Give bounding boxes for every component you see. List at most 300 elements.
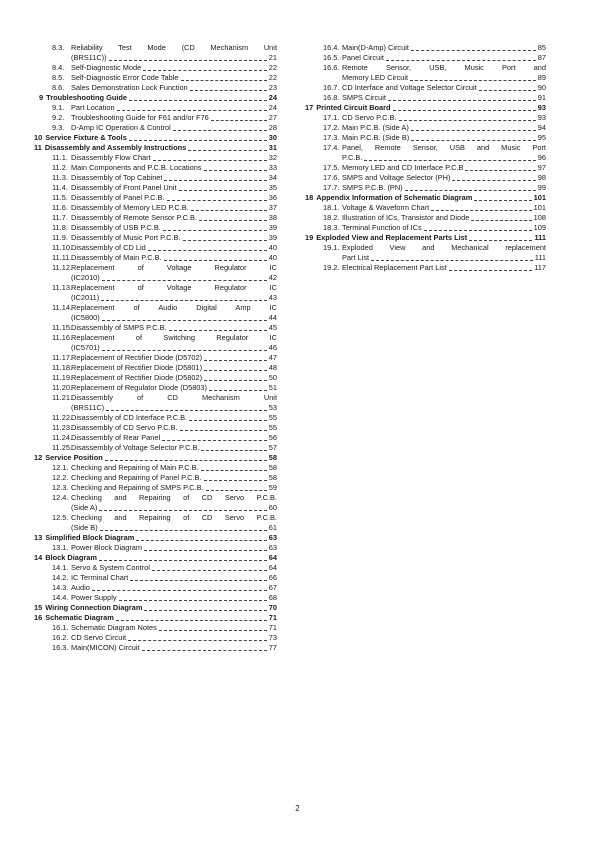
toc-entry-page: 61 (268, 523, 277, 532)
toc-entry[interactable] (34, 463, 277, 473)
dot-leader (102, 349, 267, 351)
toc-entry-page: 53 (268, 403, 277, 412)
dot-leader (152, 569, 267, 571)
toc-entry-page: 48 (268, 363, 277, 372)
dot-leader (109, 59, 267, 61)
toc-entry-page: 58 (268, 453, 277, 462)
toc-entry-title: Replacement of Regulator Diode (D5803) (71, 383, 207, 392)
toc-entry-page: 111 (534, 253, 546, 262)
toc-entry-number: 18 (305, 193, 314, 202)
toc-entry[interactable] (34, 543, 277, 553)
toc-entry[interactable] (34, 643, 277, 653)
toc-entry[interactable] (34, 483, 277, 493)
toc-entry-page: 58 (268, 473, 277, 482)
dot-leader (100, 529, 267, 531)
dot-leader (105, 459, 267, 461)
toc-entry-page: 55 (268, 423, 277, 432)
toc-entry-page: 35 (268, 183, 277, 192)
toc-entry[interactable] (34, 203, 277, 213)
toc-entry[interactable] (34, 43, 277, 63)
dot-leader (206, 489, 267, 491)
toc-entry[interactable] (305, 113, 546, 123)
toc-entry-title: Remote Sensor, USB, Music Port and (342, 63, 546, 72)
toc-entry-page: 34 (268, 173, 277, 182)
toc-entry-title: Replacement of Rectifier Diode (D5702) (71, 353, 203, 362)
toc-entry-number: 14.1. (52, 563, 69, 572)
dot-leader (129, 99, 267, 101)
toc-entry-page: 71 (268, 613, 277, 622)
toc-entry[interactable] (34, 153, 277, 163)
toc-right-column (305, 43, 546, 273)
toc-section[interactable] (34, 93, 277, 103)
toc-entry[interactable] (34, 393, 277, 413)
toc-entry-page: 57 (268, 443, 277, 452)
toc-entry-title: Troubleshooting Guide (46, 93, 128, 102)
dot-leader (116, 619, 267, 621)
toc-entry-number: 11.19. (52, 373, 72, 382)
toc-entry-page: 37 (268, 203, 277, 212)
toc-entry-page: 71 (268, 623, 277, 632)
toc-entry-title: Exploded View and Mechanical replacement (342, 243, 546, 252)
toc-entry-page: 89 (537, 73, 546, 82)
dot-leader (405, 189, 536, 191)
toc-entry[interactable] (34, 593, 277, 603)
toc-section[interactable] (34, 603, 277, 613)
toc-entry[interactable] (34, 423, 277, 433)
toc-section[interactable] (34, 553, 277, 563)
dot-leader (167, 199, 267, 201)
toc-entry-title-continued: (IC5800) (71, 313, 100, 322)
toc-entry[interactable] (34, 373, 277, 383)
toc-entry-number: 16.4. (323, 43, 340, 52)
toc-entry-number: 12.1. (52, 463, 69, 472)
toc-entry-number: 19 (305, 233, 314, 242)
toc-entry-page: 96 (537, 153, 546, 162)
dot-leader (469, 239, 532, 241)
toc-entry-title-continued: Memory LED Circuit (342, 73, 409, 82)
toc-entry-title: Servo & System Control (71, 563, 150, 572)
toc-entry-page: 46 (268, 343, 277, 352)
toc-entry-number: 9 (39, 93, 44, 102)
toc-entry[interactable] (34, 573, 277, 583)
dot-leader (190, 89, 267, 91)
toc-entry-page: 45 (268, 323, 277, 332)
toc-entry-page: 101 (533, 203, 546, 212)
toc-entry[interactable] (305, 133, 546, 143)
toc-entry-page: 108 (533, 213, 546, 222)
toc-entry-page: 109 (533, 223, 546, 232)
toc-section[interactable] (305, 103, 546, 113)
toc-entry-title: SMPS P.C.B. (PN) (342, 183, 403, 192)
toc-entry-page: 95 (537, 133, 546, 142)
toc-entry-page: 39 (268, 223, 277, 232)
toc-section[interactable] (34, 133, 277, 143)
toc-entry[interactable] (34, 73, 277, 83)
toc-entry[interactable] (34, 513, 277, 533)
toc-entry[interactable] (34, 303, 277, 323)
toc-entry[interactable] (305, 123, 546, 133)
dot-leader (169, 329, 267, 331)
toc-entry-number: 11.18. (52, 363, 72, 372)
toc-entry-title: Checking and Repairing of CD Servo P.C.B. (71, 513, 277, 522)
toc-entry-page: 59 (268, 483, 277, 492)
toc-entry-title: Disassembly of CD Servo P.C.B. (71, 423, 178, 432)
toc-entry-page: 50 (268, 373, 277, 382)
toc-entry[interactable] (34, 563, 277, 573)
dot-leader (183, 239, 267, 241)
toc-entry-page: 64 (268, 553, 277, 562)
dot-leader (388, 99, 536, 101)
toc-entry-number: 16 (34, 613, 43, 622)
toc-entry[interactable] (34, 83, 277, 93)
toc-entry[interactable] (305, 143, 546, 163)
toc-entry-title: Disassembly of CD Interface P.C.B. (71, 413, 188, 422)
dot-leader (119, 599, 267, 601)
dot-leader (386, 59, 536, 61)
dot-leader (130, 579, 266, 581)
toc-entry-page: 85 (537, 43, 546, 52)
toc-left-column (34, 43, 277, 653)
toc-entry-title: SMPS and Voltage Selector (PH) (342, 173, 451, 182)
dot-leader (128, 639, 267, 641)
toc-entry-title: Checking and Repairing of SMPS P.C.B. (71, 483, 204, 492)
toc-entry[interactable] (34, 193, 277, 203)
toc-entry-title-continued: (BRS11C) (71, 403, 105, 412)
toc-entry[interactable] (34, 443, 277, 453)
toc-entry-number: 11.13. (52, 283, 72, 292)
dot-leader (102, 279, 267, 281)
toc-entry-page: 38 (268, 213, 277, 222)
dot-leader (129, 139, 267, 141)
toc-entry-title: Simplified Block Diagram (45, 533, 135, 542)
toc-entry-title: Main(MICON) Circuit (71, 643, 140, 652)
toc-entry-title: Panel, Remote Sensor, USB and Music Port (342, 143, 546, 152)
dot-leader (431, 209, 531, 211)
toc-entry-title: Disassembly of Memory LED P.C.B. (71, 203, 189, 212)
dot-leader (180, 429, 267, 431)
toc-entry-number: 18.3. (323, 223, 340, 232)
toc-entry[interactable] (34, 263, 277, 283)
toc-entry[interactable] (305, 83, 546, 93)
toc-entry[interactable] (34, 323, 277, 333)
toc-entry-number: 12.3. (52, 483, 69, 492)
toc-entry-title: CD Servo Circuit (71, 633, 127, 642)
toc-entry-title-continued: Part List (342, 253, 370, 262)
dot-leader (479, 89, 536, 91)
dot-leader (153, 159, 267, 161)
toc-entry-number: 11 (34, 143, 42, 152)
dot-leader (209, 389, 267, 391)
toc-entry[interactable] (34, 63, 277, 73)
dot-leader (99, 509, 266, 511)
toc-entry[interactable] (34, 583, 277, 593)
toc-entry-page: 40 (268, 253, 277, 262)
toc-entry-title: Wiring Connection Diagram (45, 603, 143, 612)
toc-entry-page: 40 (268, 243, 277, 252)
toc-entry-number: 17.2. (323, 123, 340, 132)
toc-entry[interactable] (34, 123, 277, 133)
dot-leader (399, 119, 536, 121)
toc-section[interactable] (34, 453, 277, 463)
toc-entry[interactable] (305, 93, 546, 103)
toc-entry-title-continued: (IC2010) (71, 273, 100, 282)
toc-entry-title: Self-Diagnostic Error Code Table (71, 73, 179, 82)
dot-leader (449, 269, 532, 271)
toc-entry-page: 30 (268, 133, 277, 142)
toc-entry-page: 33 (268, 163, 277, 172)
toc-section[interactable] (34, 613, 277, 623)
toc-entry-page: 90 (537, 83, 546, 92)
dot-leader (99, 559, 267, 561)
toc-entry-page: 44 (268, 313, 277, 322)
toc-entry-title: Printed Circuit Board (316, 103, 391, 112)
toc-entry-number: 12 (34, 453, 43, 462)
toc-entry-page: 23 (268, 83, 277, 92)
toc-entry-number: 14.3. (52, 583, 69, 592)
toc-entry-number: 11.17. (52, 353, 72, 362)
toc-entry-title: Audio (71, 583, 90, 592)
toc-entry-page: 63 (268, 533, 277, 542)
toc-entry-title: Voltage & Waveform Chart (342, 203, 430, 212)
toc-entry[interactable] (305, 223, 546, 233)
toc-entry-page: 60 (268, 503, 277, 512)
toc-entry[interactable] (305, 183, 546, 193)
toc-entry-title: Checking and Repairing of CD Servo P.C.B. (71, 493, 277, 502)
toc-section[interactable] (305, 193, 546, 203)
toc-entry-number: 16.8. (323, 93, 340, 102)
toc-entry[interactable] (305, 163, 546, 173)
toc-entry[interactable] (305, 63, 546, 83)
toc-entry-number: 11.2. (52, 163, 68, 172)
toc-entry-number: 8.5. (52, 73, 65, 82)
toc-entry[interactable] (34, 413, 277, 423)
dot-leader (411, 49, 536, 51)
dot-leader (144, 609, 266, 611)
toc-entry[interactable] (305, 53, 546, 63)
toc-entry-title: Disassembly of Music Port P.C.B. (71, 233, 181, 242)
dot-leader (173, 129, 267, 131)
toc-entry[interactable] (34, 213, 277, 223)
toc-entry-page: 27 (268, 113, 277, 122)
toc-entry-title: Panel Circuit (342, 53, 384, 62)
toc-entry-title: Checking and Repairing of Panel P.C.B. (71, 473, 202, 482)
toc-entry-title: Replacement of Rectifier Diode (D5801) (71, 363, 203, 372)
toc-entry-title-continued: P.C.B. (342, 153, 363, 162)
toc-entry-number: 17.6. (323, 173, 340, 182)
toc-entry-page: 47 (268, 353, 277, 362)
toc-section[interactable] (305, 233, 546, 243)
dot-leader (204, 369, 267, 371)
toc-entry-number: 14 (34, 553, 43, 562)
toc-entry-number: 11.20. (52, 383, 72, 392)
toc-entry-number: 16.3. (52, 643, 69, 652)
toc-entry-page: 32 (268, 153, 277, 162)
toc-entry-title: Disassembly of CD Mechanism Unit (71, 393, 277, 402)
toc-entry-title-continued: (Side A) (71, 503, 98, 512)
toc-entry-page: 117 (534, 263, 546, 272)
toc-entry-number: 11.24. (52, 433, 72, 442)
toc-entry-number: 17.5. (323, 163, 340, 172)
toc-entry-title: Replacement of Rectifier Diode (D5802) (71, 373, 203, 382)
toc-entry[interactable] (34, 113, 277, 123)
toc-entry-title: Disassembly Flow Chart (71, 153, 151, 162)
toc-entry-title: Schematic Diagram Notes (71, 623, 157, 632)
toc-entry-number: 17 (305, 103, 314, 112)
toc-entry[interactable] (34, 103, 277, 113)
toc-entry-number: 17.7. (323, 183, 340, 192)
toc-entry[interactable] (34, 493, 277, 513)
toc-entry-title: Disassembly of Voltage Selector P.C.B. (71, 443, 200, 452)
toc-entry-number: 11.4. (52, 183, 68, 192)
toc-entry[interactable] (34, 233, 277, 243)
toc-entry[interactable] (34, 633, 277, 643)
toc-entry-title: Service Position (45, 453, 103, 462)
dot-leader (189, 419, 267, 421)
toc-entry[interactable] (34, 623, 277, 633)
toc-entry[interactable] (34, 353, 277, 363)
toc-entry[interactable] (305, 203, 546, 213)
toc-entry[interactable] (305, 43, 546, 53)
toc-entry-number: 12.5. (52, 513, 69, 522)
toc-entry-title: Appendix Information of Schematic Diagram (316, 193, 473, 202)
toc-entry-title: Schematic Diagram (45, 613, 114, 622)
toc-entry-title: Disassembly of Remote Sensor P.C.B. (71, 213, 197, 222)
toc-entry[interactable] (34, 383, 277, 393)
dot-leader (136, 539, 266, 541)
toc-entry-number: 17.4. (323, 143, 340, 152)
toc-entry[interactable] (34, 433, 277, 443)
toc-entry-title: Power Block Diagram (71, 543, 143, 552)
toc-entry-title: Main P.C.B. (Side A) (342, 123, 409, 132)
toc-entry-title: Disassembly of Main P.C.B. (71, 253, 162, 262)
toc-section[interactable] (34, 533, 277, 543)
toc-entry[interactable] (305, 173, 546, 183)
toc-entry-page: 31 (268, 143, 277, 152)
toc-entry-title: IC Terminal Chart (71, 573, 129, 582)
toc-entry-title: Reliability Test Mode (CD Mechanism Unit (71, 43, 277, 52)
toc-entry-number: 14.4. (52, 593, 69, 602)
toc-entry[interactable] (34, 473, 277, 483)
dot-leader (204, 169, 267, 171)
toc-entry-page: 22 (268, 63, 277, 72)
dot-leader (117, 109, 267, 111)
toc-entry-page: 93 (537, 103, 546, 112)
toc-entry-title: Disassembly of SMPS P.C.B. (71, 323, 167, 332)
toc-entry-title: Disassembly of Rear Panel (71, 433, 161, 442)
dot-leader (181, 79, 267, 81)
toc-entry-page: 51 (268, 383, 277, 392)
toc-entry-number: 11.14. (52, 303, 72, 312)
toc-entry[interactable] (305, 243, 546, 263)
toc-entry-page: 98 (537, 173, 546, 182)
toc-entry-number: 18.1. (323, 203, 340, 212)
toc-entry-title: Self-Diagnostic Mode (71, 63, 142, 72)
toc-entry[interactable] (305, 213, 546, 223)
toc-entry-title: Main P.C.B. (Side B) (342, 133, 410, 142)
toc-entry-title: Checking and Repairing of Main P.C.B. (71, 463, 199, 472)
toc-entry-page: 22 (268, 73, 277, 82)
dot-leader (201, 469, 267, 471)
toc-entry-page: 28 (268, 123, 277, 132)
toc-entry[interactable] (34, 333, 277, 353)
toc-entry[interactable] (34, 363, 277, 373)
toc-entry-title: Troubleshooting Guide for F61 and/or F76 (71, 113, 209, 122)
dot-leader (163, 229, 267, 231)
toc-entry-page: 68 (268, 593, 277, 602)
toc-entry-number: 11.12. (52, 263, 72, 272)
toc-entry-title: D-Amp IC Operation & Control (71, 123, 171, 132)
toc-entry-title: Exploded View and Replacement Parts List (316, 233, 468, 242)
toc-entry-title: Illustration of ICs, Transistor and Diode (342, 213, 470, 222)
toc-entry[interactable] (34, 243, 277, 253)
dot-leader (148, 249, 267, 251)
toc-entry-number: 11.9. (52, 233, 68, 242)
toc-entry-page: 24 (268, 103, 277, 112)
toc-section[interactable] (34, 143, 277, 153)
toc-entry[interactable] (34, 183, 277, 193)
dot-leader (410, 79, 536, 81)
toc-entry-page: 70 (268, 603, 277, 612)
toc-entry-number: 11.15. (52, 323, 72, 332)
toc-entry-number: 11.25. (52, 443, 72, 452)
toc-entry[interactable] (34, 173, 277, 183)
toc-entry-page: 56 (268, 433, 277, 442)
toc-entry-number: 11.23. (52, 423, 72, 432)
toc-entry[interactable] (34, 163, 277, 173)
toc-entry-number: 11.8. (52, 223, 68, 232)
toc-entry-title: Replacement of Audio Digital Amp IC (71, 303, 277, 312)
toc-entry-number: 16.1. (52, 623, 69, 632)
toc-entry-page: 64 (268, 563, 277, 572)
toc-entry-title: Replacement of Voltage Regulator IC (71, 263, 277, 272)
toc-entry-number: 11.11. (52, 253, 72, 262)
toc-entry-title-continued: (IC5701) (71, 343, 100, 352)
toc-entry-number: 14.2. (52, 573, 69, 582)
toc-entry-title: Electrical Replacement Part List (342, 263, 447, 272)
dot-leader (102, 319, 267, 321)
dot-leader (211, 119, 267, 121)
dot-leader (411, 129, 536, 131)
toc-entry[interactable] (34, 253, 277, 263)
dot-leader (364, 159, 535, 161)
toc-entry-page: 63 (268, 543, 277, 552)
dot-leader (201, 449, 266, 451)
toc-entry-number: 17.3. (323, 133, 340, 142)
toc-entry-page: 42 (268, 273, 277, 282)
toc-entry-title: Disassembly of CD Lid (71, 243, 146, 252)
toc-entry-number: 11.21. (52, 393, 72, 402)
toc-entry-number: 12.2. (52, 473, 69, 482)
dot-leader (143, 69, 267, 71)
toc-entry-page: 87 (537, 53, 546, 62)
toc-entry-page: 66 (268, 573, 277, 582)
toc-entry-title: Replacement of Switching Regulator IC (71, 333, 277, 342)
toc-entry-number: 16.2. (52, 633, 69, 642)
toc-entry-number: 11.5. (52, 193, 68, 202)
toc-entry-title: Disassembly of Panel P.C.B. (71, 193, 165, 202)
toc-entry-title: Disassembly of Front Panel Unit (71, 183, 177, 192)
toc-entry-page: 91 (537, 93, 546, 102)
toc-entry-title: Main Components and P.C.B. Locations (71, 163, 202, 172)
toc-entry-number: 8.3. (52, 43, 65, 52)
toc-entry[interactable] (34, 223, 277, 233)
dot-leader (424, 229, 532, 231)
toc-entry-page: 21 (268, 53, 277, 62)
dot-leader (188, 149, 267, 151)
toc-entry[interactable] (305, 263, 546, 273)
toc-entry[interactable] (34, 283, 277, 303)
dot-leader (179, 189, 267, 191)
